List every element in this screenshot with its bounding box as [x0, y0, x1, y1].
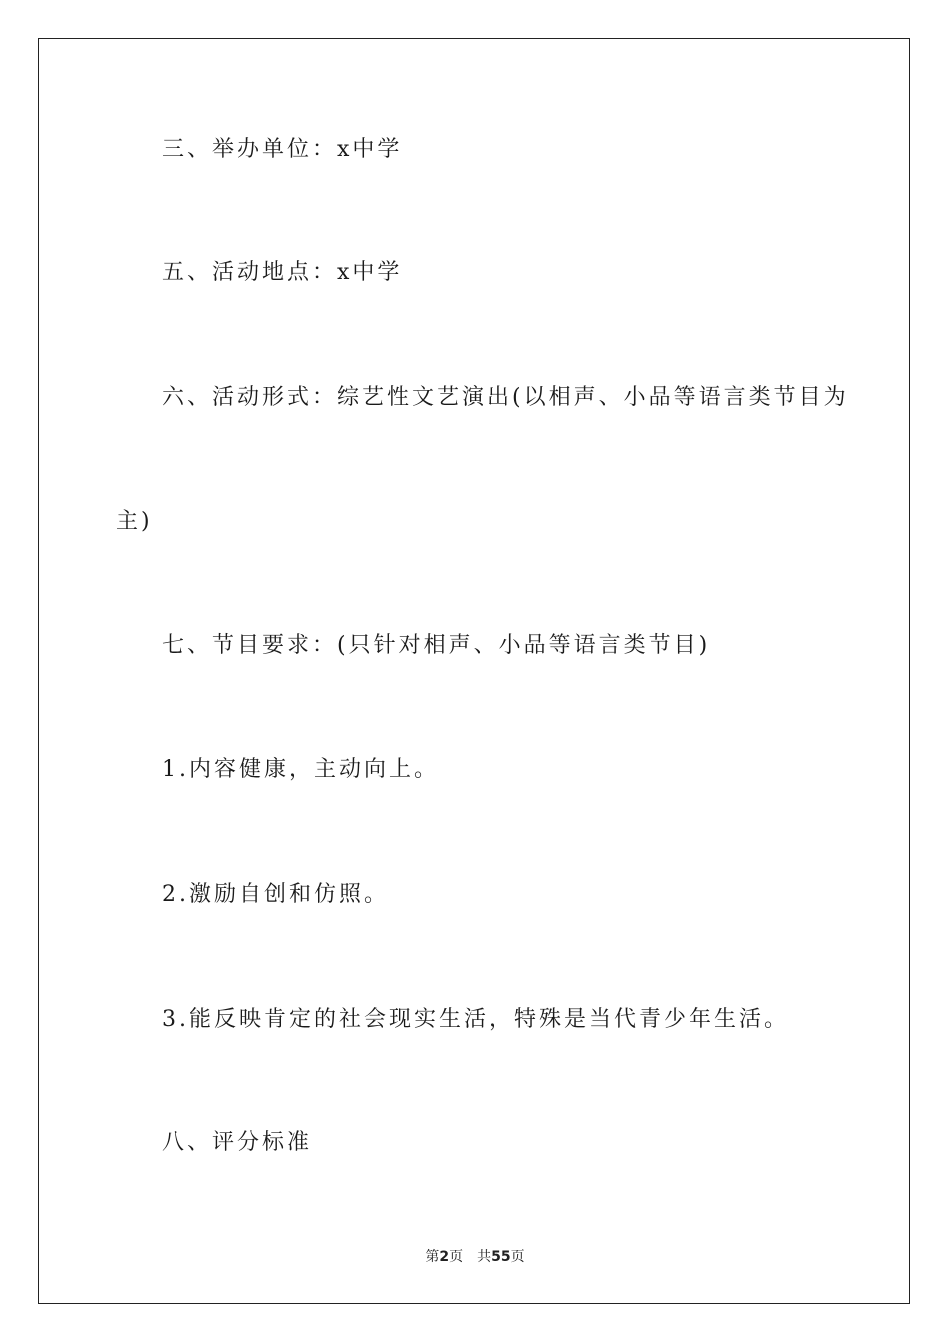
section-organizer: 三、举办单位：x中学 — [162, 137, 403, 162]
section-program-requirements: 七、节目要求：(只针对相声、小品等语言类节目) — [162, 633, 711, 658]
page-border — [38, 38, 910, 1304]
footer-total-prefix: 共 — [477, 1249, 492, 1265]
footer-page-suffix: 页 — [449, 1249, 464, 1265]
requirement-item-1: 1.内容健康，主动向上。 — [162, 757, 439, 782]
footer-total-suffix: 页 — [510, 1249, 525, 1265]
page-footer — [0, 1247, 950, 1267]
footer-page-number: 2 — [439, 1249, 450, 1265]
section-scoring-criteria: 八、评分标准 — [162, 1130, 313, 1155]
footer-page-prefix: 第 — [425, 1249, 440, 1265]
section-format-continued: 主) — [116, 509, 153, 534]
section-venue: 五、活动地点：x中学 — [162, 260, 403, 285]
footer-total-pages: 55 — [491, 1249, 511, 1265]
section-format: 六、活动形式：综艺性文艺演出(以相声、小品等语言类节目为 — [162, 385, 849, 410]
requirement-item-2: 2.激励自创和仿照。 — [162, 882, 389, 907]
requirement-item-3: 3.能反映肯定的社会现实生活，特殊是当代青少年生活。 — [162, 1007, 789, 1032]
